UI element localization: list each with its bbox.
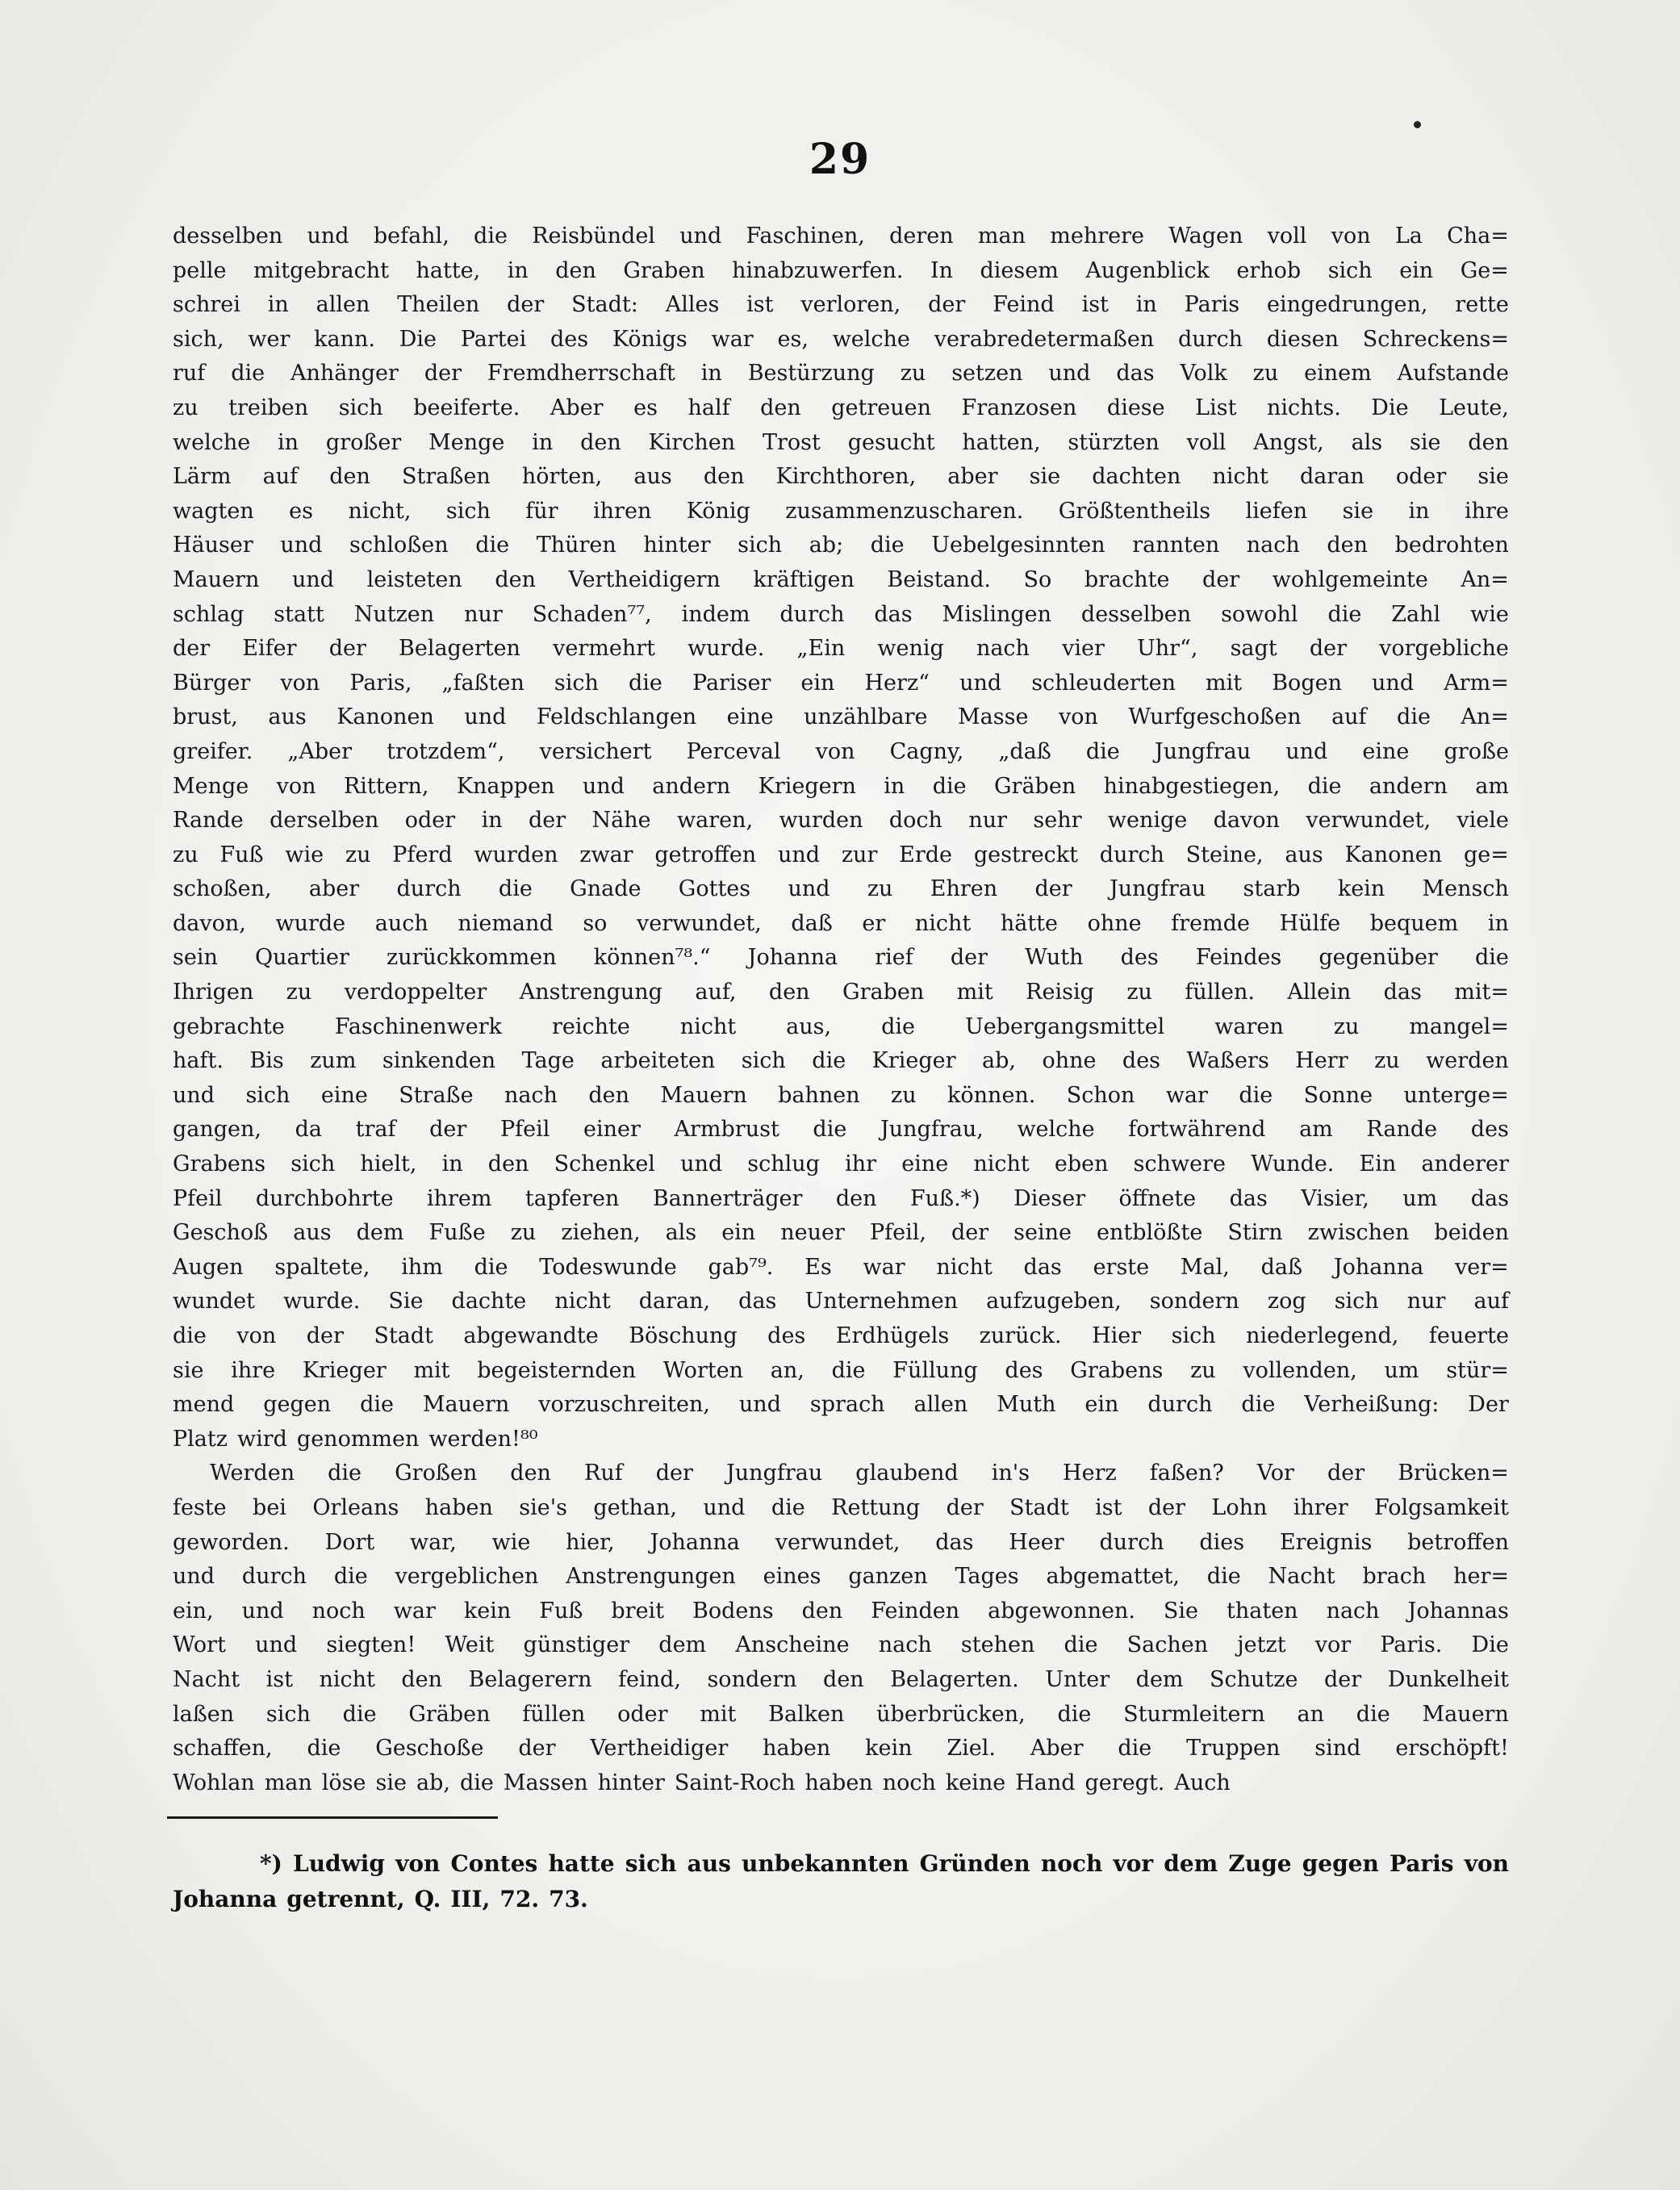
text-line: Pfeil durchbohrte ihrem tapferen Bannerträger den Fuß.*) Dieser öffnete das Visier, um das [173,1185,1509,1211]
text-line: Platz wird genommen werden!⁸⁰ [173,1426,538,1452]
text-line: Bürger von Paris, „faßten sich die Pariser ein Herz“ und schleuderten mit Bogen und Arm= [173,670,1509,696]
text-line: Wort und siegten! Weit günstiger dem Anscheine nach stehen die Sachen jetzt vor Paris. Die [173,1632,1509,1658]
text-line: Geschoß aus dem Fuße zu ziehen, als ein neuer Pfeil, der seine entblößte Stirn zwischen beiden [173,1220,1509,1246]
text-line: greifer. „Aber trotzdem“, versichert Perceval von Cagny, „daß die Jungfrau und eine große [173,738,1509,764]
text-line: ein, und noch war kein Fuß breit Bodens den Feinden abgewonnen. Sie thaten nach Johannas [173,1598,1509,1624]
text-line: der Eifer der Belagerten vermehrt wurde. „Ein wenig nach vier Uhr“, sagt der vorgebliche [173,636,1509,662]
text-line: Nacht ist nicht den Belagerern feind, sondern den Belagerten. Unter dem Schutze der Dunkelheit [173,1666,1509,1692]
text-line: desselben und befahl, die Reisbündel und Faschinen, deren man mehrere Wagen voll von La Cha= [173,224,1509,249]
text-line: schlag statt Nutzen nur Schaden⁷⁷, indem durch das Mislingen desselben sowohl die Zahl wie [173,601,1509,627]
text-line: Augen spaltete, ihm die Todeswunde gab⁷⁹. Es war nicht das erste Mal, daß Johanna ver= [173,1254,1509,1280]
text-line: laßen sich die Gräben füllen oder mit Balken überbrücken, die Sturmleitern an die Mauern [173,1701,1509,1727]
text-line: Rande derselben oder in der Nähe waren, wurden doch nur sehr wenige davon verwundet, viele [173,808,1509,834]
text-line: Mauern und leisteten den Vertheidigern kräftigen Beistand. So brachte der wohlgemeinte An= [173,566,1509,592]
text-line: haft. Bis zum sinkenden Tage arbeiteten sich die Krieger ab, ohne des Waßers Herr zu werden [173,1048,1509,1074]
text-line: Menge von Rittern, Knappen und andern Kriegern in die Gräben hinabgestiegen, die andern am [173,773,1509,799]
text-line: ruf die Anhänger der Fremdherrschaft in Bestürzung zu setzen und das Volk zu einem Aufstande [173,361,1509,387]
text-line: gebrachte Faschinenwerk reichte nicht aus, die Uebergangsmittel waren zu mangel= [173,1014,1509,1039]
text-line: feste bei Orleans haben sie's gethan, und die Rettung der Stadt ist der Lohn ihrer Folgsamkeit [173,1494,1509,1520]
body-text [173,219,1509,1800]
text-line: Lärm auf den Straßen hörten, aus den Kirchthoren, aber sie dachten nicht daran oder sie [173,464,1509,490]
text-line: Grabens sich hielt, in den Schenkel und schlug ihr eine nicht eben schwere Wunde. Ein anderer [173,1151,1509,1177]
page-number: 29 [809,135,871,184]
text-line: pelle mitgebracht hatte, in den Graben hinabzuwerfen. In diesem Augenblick erhob sich ein Ge= [173,257,1509,283]
text-line: und sich eine Straße nach den Mauern bahnen zu können. Schon war die Sonne unterge= [173,1082,1509,1108]
text-line: wundet wurde. Sie dachte nicht daran, das Unternehmen aufzugeben, sondern zog sich nur auf [173,1289,1509,1314]
text-line: sein Quartier zurückkommen können⁷⁸.“ Johanna rief der Wuth des Feindes gegenüber die [173,945,1509,971]
text-line: Werden die Großen den Ruf der Jungfrau glaubend in's Herz faßen? Vor der Brücken= [210,1461,1509,1486]
text-line: brust, aus Kanonen und Feldschlangen eine unzählbare Masse von Wurfgeschoßen auf die An= [173,704,1509,730]
text-line: Häuser und schloßen die Thüren hinter sich ab; die Uebelgesinnten rannten nach den bedrohten [173,533,1509,558]
footnote-divider [167,1816,498,1819]
text-line: schrei in allen Theilen der Stadt: Alles ist verloren, der Feind ist in Paris eingedrungen, rette [173,292,1509,318]
text-line: geworden. Dort war, wie hier, Johanna verwundet, das Heer durch dies Ereignis betroffen [173,1529,1509,1555]
text-line: welche in großer Menge in den Kirchen Trost gesucht hatten, stürzten voll Angst, als sie den [173,429,1509,455]
text-line: Ihrigen zu verdoppelter Anstrengung auf, den Graben mit Reisig zu füllen. Allein das mit= [173,980,1509,1005]
text-line: Wohlan man löse sie ab, die Massen hinter Saint-Roch haben noch keine Hand geregt. Auch [173,1770,1231,1795]
text-line: zu treiben sich beeiferte. Aber es half den getreuen Franzosen diese List nichts. Die Leute, [173,395,1509,420]
text-line: wagten es nicht, sich für ihren König zusammenzuscharen. Größtentheils liefen sie in ihre [173,498,1509,524]
text-line: schaffen, die Geschoße der Vertheidiger haben kein Ziel. Aber die Truppen sind erschöpft! [173,1736,1509,1762]
text-line: davon, wurde auch niemand so verwundet, daß er nicht hätte ohne fremde Hülfe bequem in [173,910,1509,936]
text-line: sich, wer kann. Die Partei des Königs war es, welche verabredetermaßen durch diesen Schreckens= [173,326,1509,352]
text-line: die von der Stadt abgewandte Böschung des Erdhügels zurück. Hier sich niederlegend, feuerte [173,1323,1509,1348]
text-line: und durch die vergeblichen Anstrengungen eines ganzen Tages abgemattet, die Nacht brach her= [173,1564,1509,1590]
ink-speck [1414,121,1421,128]
text-line: sie ihre Krieger mit begeisternden Worten an, die Füllung des Grabens zu vollenden, um stür= [173,1357,1509,1383]
text-line: zu Fuß wie zu Pferd wurden zwar getroffen und zur Erde gestreckt durch Steine, aus Kanonen ge= [173,842,1509,867]
text-line: schoßen, aber durch die Gnade Gottes und zu Ehren der Jungfrau starb kein Mensch [173,876,1509,902]
text-line: gangen, da traf der Pfeil einer Armbrust die Jungfrau, welche fortwährend am Rande des [173,1117,1509,1143]
footnote [173,1846,1509,1917]
footnote-line: *) Ludwig von Contes hatte sich aus unbekannten Gründen noch vor dem Zuge gegen Paris von [260,1850,1509,1877]
text-line: mend gegen die Mauern vorzuschreiten, und sprach allen Muth ein durch die Verheißung: Der [173,1392,1509,1418]
footnote-line: Johanna getrennt, Q. III, 72. 73. [173,1886,588,1912]
